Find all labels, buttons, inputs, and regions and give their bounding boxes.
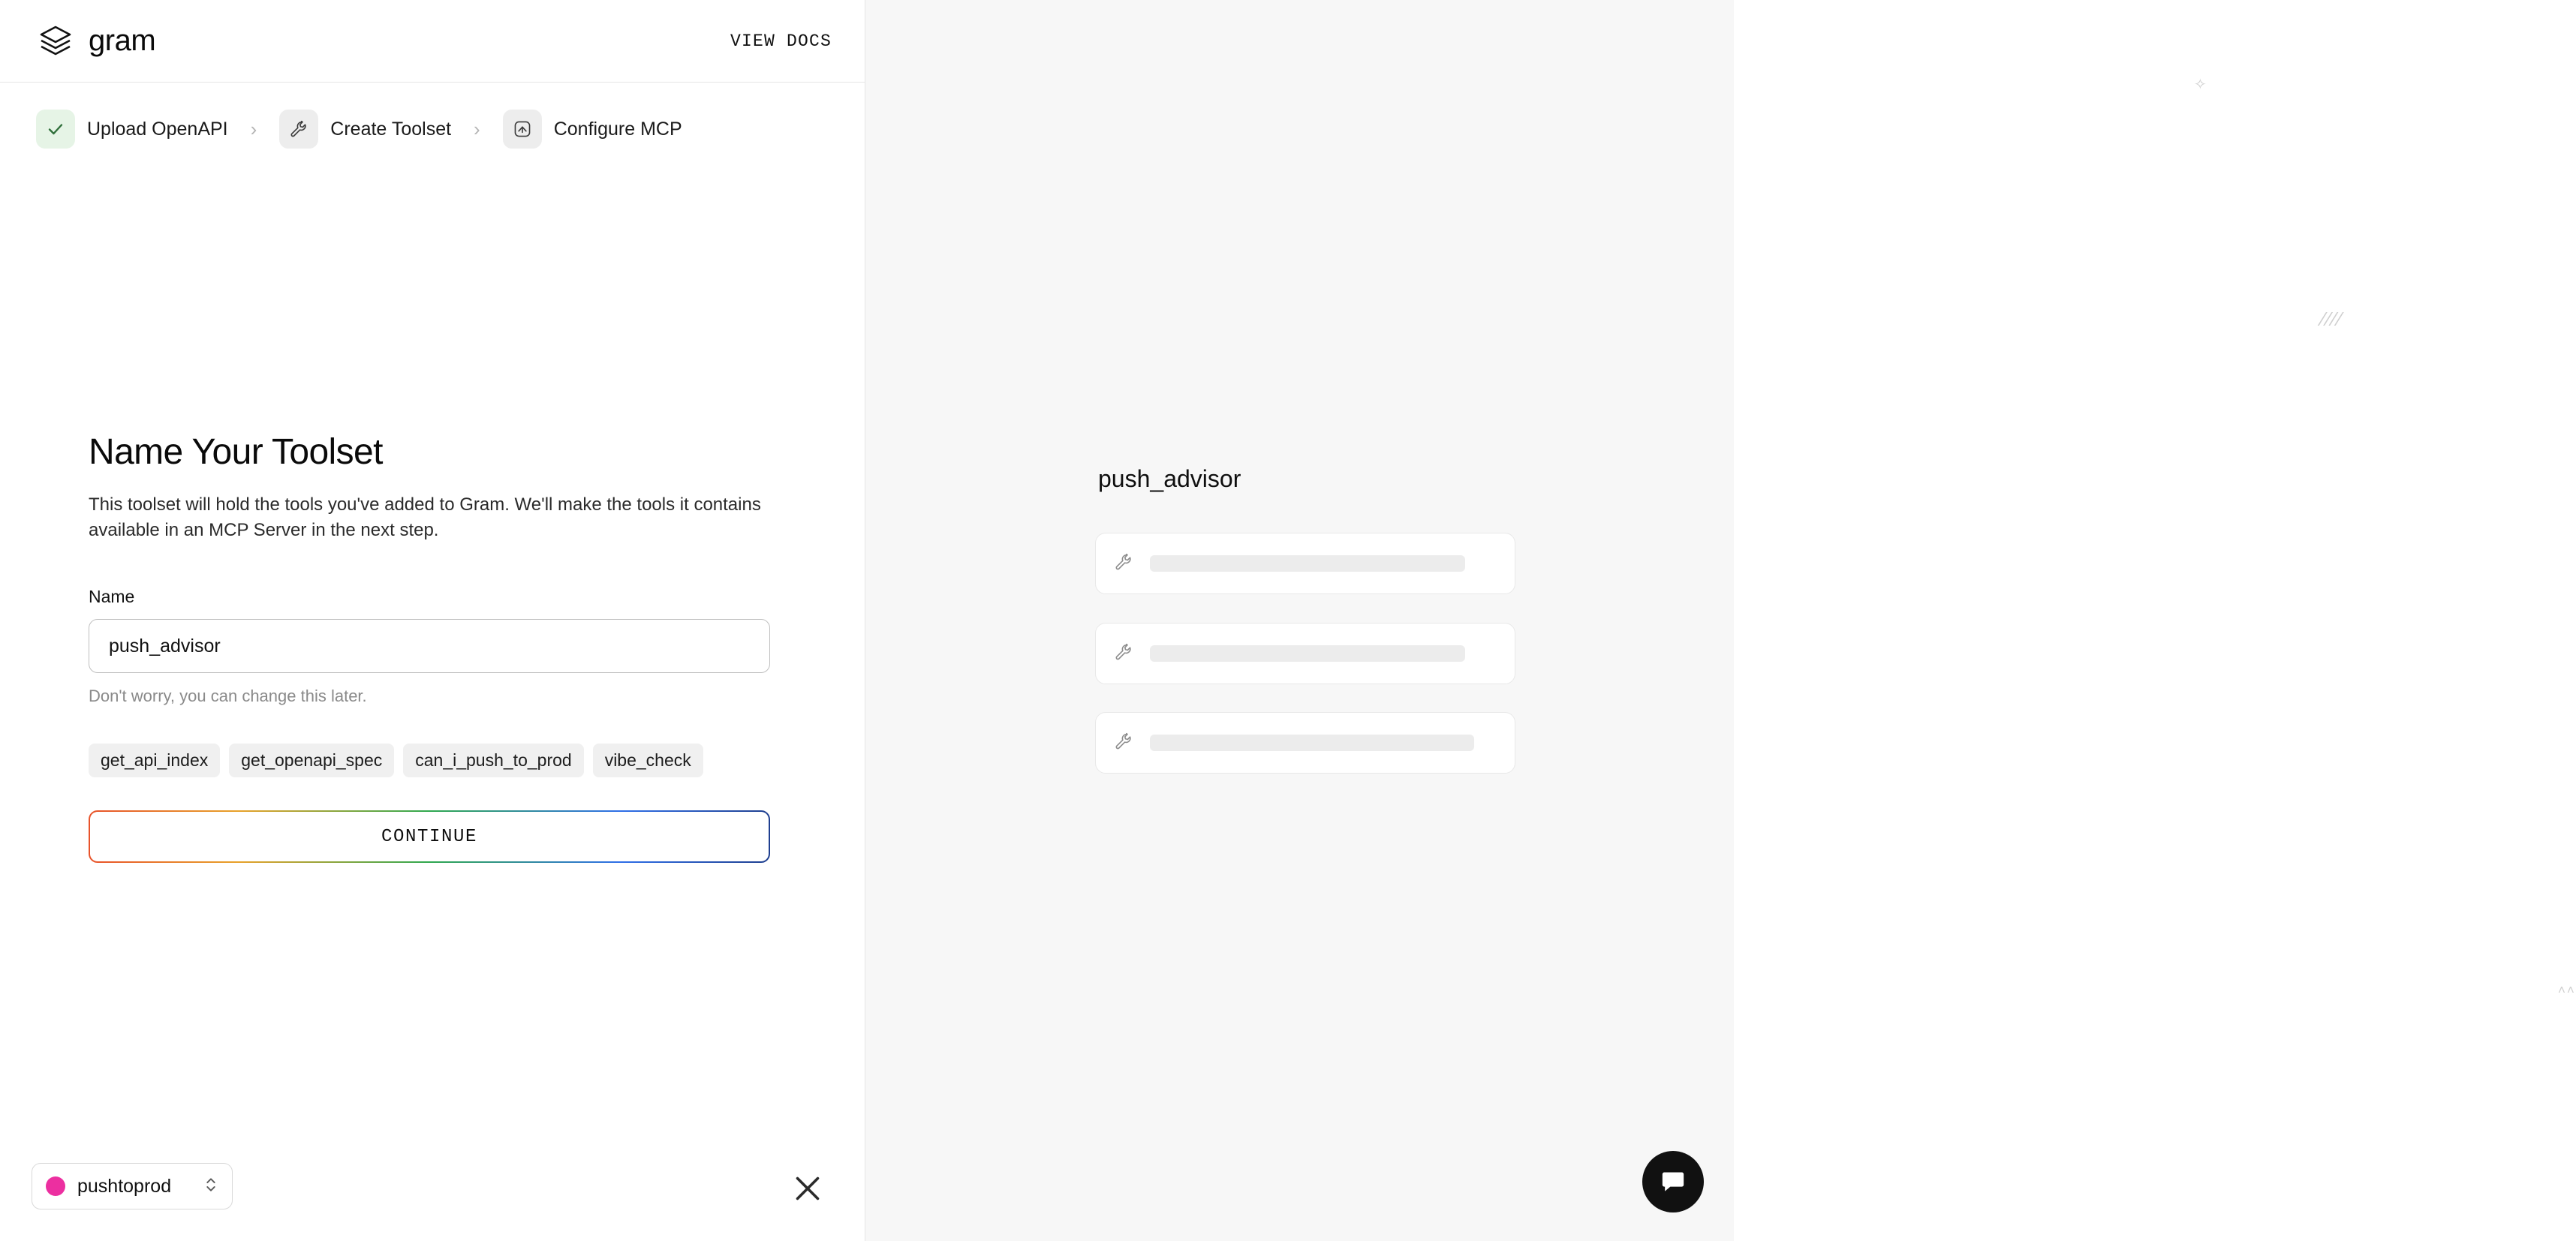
tool-chip: can_i_push_to_prod (403, 744, 583, 777)
check-icon (36, 110, 75, 149)
sparkle-decoration: ✧ (2194, 77, 2207, 93)
org-name-label: pushtoprod (77, 1175, 172, 1197)
preview-tool-card (1095, 712, 1515, 774)
step-upload-openapi[interactable] (26, 104, 239, 155)
step-label-configure-mcp: Configure MCP (553, 118, 682, 140)
preview-panel (865, 0, 2576, 1241)
preview-tool-card (1095, 533, 1515, 594)
brand[interactable] (36, 22, 155, 61)
step-label-upload-openapi: Upload OpenAPI (87, 118, 228, 140)
preview-tool-card (1095, 623, 1515, 684)
gram-logo-icon (36, 22, 75, 61)
wrench-icon (279, 110, 318, 149)
skeleton-placeholder (1150, 735, 1474, 751)
tool-chip: vibe_check (593, 744, 703, 777)
mcp-icon (503, 110, 542, 149)
tool-chip-list (89, 744, 779, 777)
step-separator-2: › (474, 117, 480, 140)
skeleton-placeholder (1150, 555, 1465, 572)
chat-bubble-icon[interactable] (1642, 1151, 1704, 1212)
step-create-toolset[interactable] (269, 104, 462, 155)
tool-chip: get_openapi_spec (229, 744, 394, 777)
view-docs-link[interactable]: VIEW DOCS (730, 31, 832, 51)
brand-name: gram (89, 24, 156, 57)
page-description: This toolset will hold the tools you've added to Gram. We'll make the tools it contains available in an MCP Server in the next step. (89, 494, 761, 541)
name-helper-text: Don't worry, you can change this later. (89, 687, 367, 706)
org-avatar (46, 1176, 65, 1196)
tool-chip: get_api_index (89, 744, 220, 777)
left-panel (0, 0, 865, 1241)
sparkle-decoration: ⁄⁄⁄⁄ (2322, 308, 2344, 330)
chevron-updown-icon (203, 1175, 218, 1198)
continue-button[interactable]: CONTINUE (89, 810, 770, 863)
org-switcher[interactable] (32, 1163, 233, 1209)
wrench-icon (1114, 642, 1133, 666)
name-field-label: Name (89, 587, 135, 607)
top-bar (0, 0, 865, 83)
preview-toolset-name: push_advisor (1098, 465, 1241, 492)
page-title: Name Your Toolset (89, 432, 383, 472)
step-breadcrumb (0, 83, 865, 155)
wrench-icon (1114, 732, 1133, 755)
toolset-name-input[interactable] (89, 619, 770, 673)
step-separator-1: › (250, 117, 257, 140)
wrench-icon (1114, 552, 1133, 575)
x-twitter-icon[interactable] (794, 1175, 821, 1202)
step-label-create-toolset: Create Toolset (330, 118, 452, 140)
skeleton-placeholder (1150, 645, 1465, 662)
step-configure-mcp[interactable] (492, 104, 693, 155)
sparkle-decoration: ˄˄ (2558, 983, 2576, 997)
toolset-form (89, 431, 779, 863)
